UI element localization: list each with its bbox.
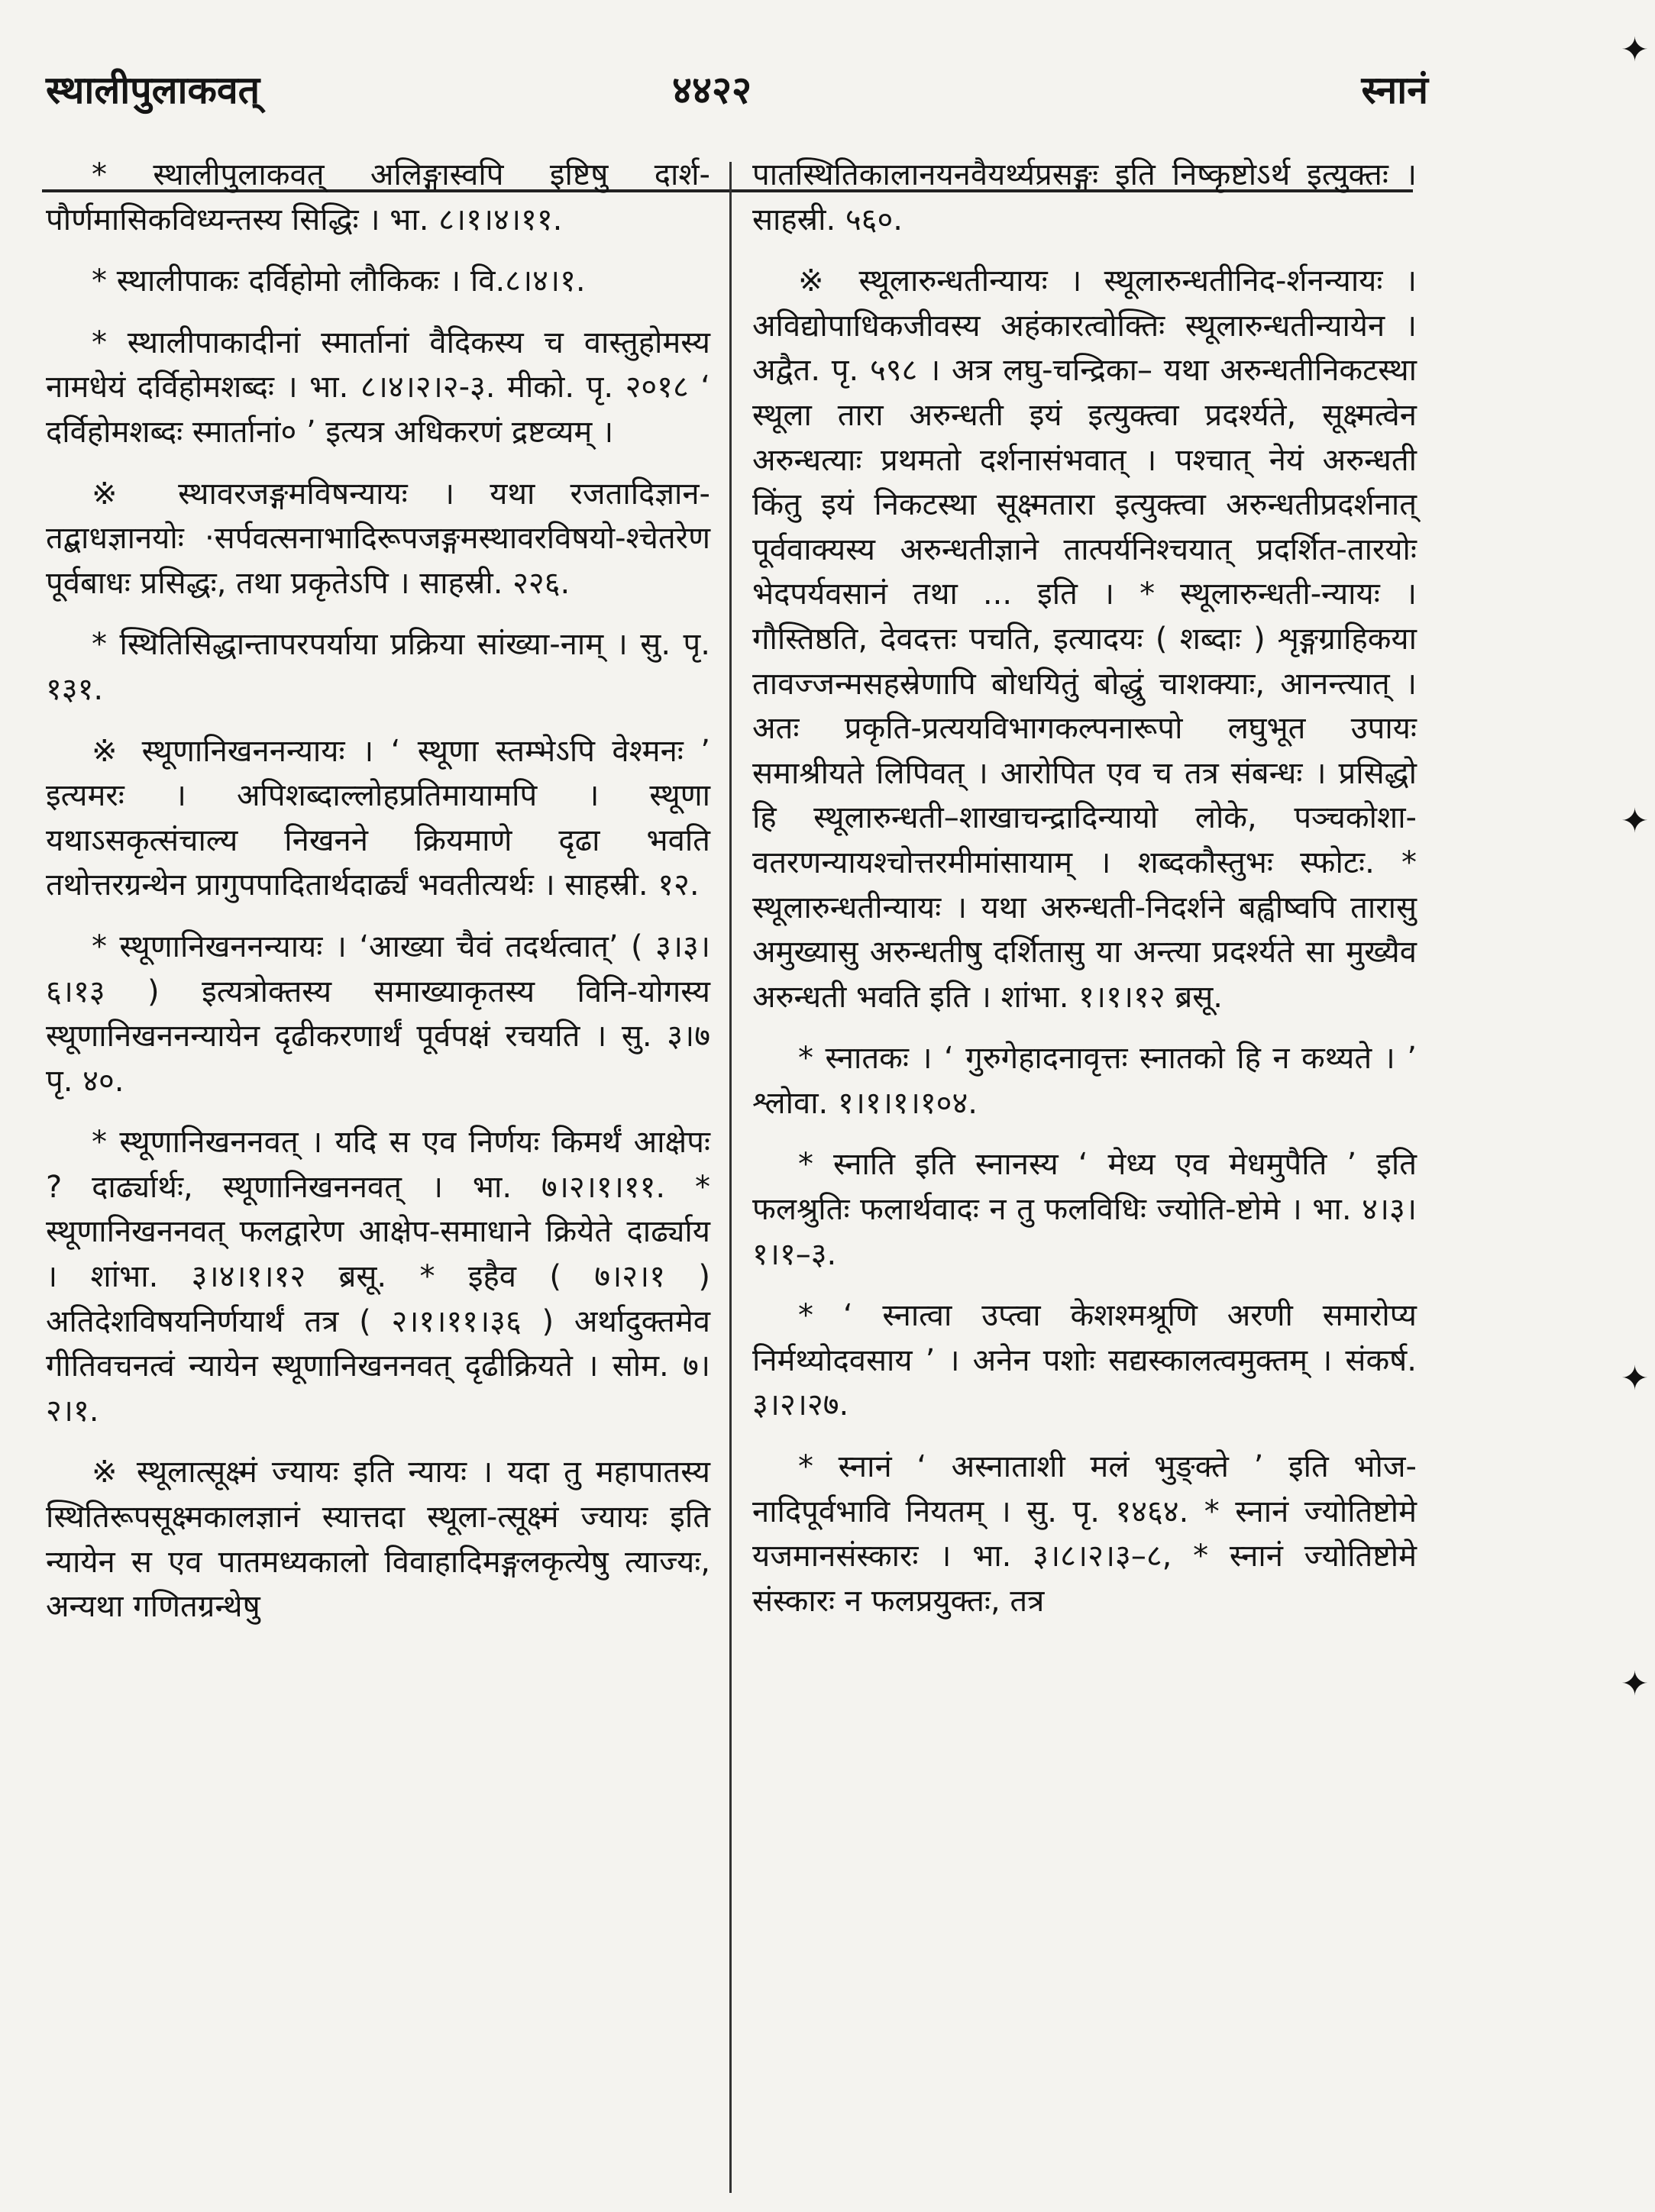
entry-sthularundhati-nyaya: ※ स्थूलारुन्धतीन्यायः । स्थूलारुन्धतीनिद-र्शनन्यायः । अविद्योपाधिकजीवस्य अहंकारत्वोक्तिः स्थूलारुन्धतीन्यायेन । अद्वैत. पृ. ५९८ । अत्र लघु-चन्द्रिका– यथा अरुन्धतीनिकटस्था स्थूला तारा अरुन्धती इयं इत्युक्त्वा प्रदर्श्यते, सूक्ष्मत्वेन अरुन्धत्याः प्रथमतो दर्शनासंभवात् । पश्चात् नेयं अरुन्धती किंतु इयं निकटस्था सूक्ष्मतारा इत्युक्त्वा अरुन्धतीप्रदर्शनात् पूर्ववाक्यस्य अरुन्धतीज्ञाने तात्पर्यनिश्चयात् प्रदर्शित-तारयोः भेदपर्यवसानं तथा ... इति । * स्थूलारुन्धती-न्यायः । गौस्तिष्ठति, देवदत्तः पचति, इत्यादयः ( शब्दाः ) शृङ्गग्राहिकया तावज्जन्मसहस्रेणापि बोधयितुं बोद्धुं चाशक्याः, आनन्त्यात् । अतः प्रकृति-प्रत्ययविभागकल्पनारूपो लघुभूत उपायः समाश्रीयते लिपिवत् । आरोपित एव च तत्र संबन्धः । प्रसिद्धो हि स्थूलारुन्धती–शाखाचन्द्रादिन्यायो लोके, पञ्चकोशा-वतरणन्यायश्चोत्तरमीमांसायाम् । शब्दकौस्तुभः स्फोटः. * स्थूलारुन्धतीन्यायः । यथा अरुन्धती-निदर्शने बह्वीष्वपि तारासु अमुख्यासु अरुन्धतीषु दर्शितासु या अन्त्या प्रदर्श्यते सा मुख्यैव अरुन्धती भवति इति । शांभा. १।१।१२ ब्रसू. [752,263,1417,1015]
entry-sthunanikhanana-nyaya-2: * स्थूणानिखननन्यायः । ‘आख्या चैवं तदर्थत्वात्’ ( ३।३।६।१३ ) इत्यत्रोक्तस्य समाख्याकृतस्य विनि-योगस्य स्थूणानिखननन्यायेन दृढीकरणार्थं पूर्वपक्षं रचयति । सु. ३।७ पृ. ४०. [46,928,710,1099]
column-divider [729,162,732,2193]
entry-snati: * स्नाति इति स्नानस्य ‘ मेध्य एव मेधमुपैति ’ इति फलश्रुतिः फलार्थवादः न तु फलविधिः ज्योति-ष्टोमे । भा. ४।३।१।१–३. [752,1147,1417,1272]
entry-sthulat-sukshmam-jyayah: ※ स्थूलात्सूक्ष्मं ज्यायः इति न्यायः । यदा तु महापातस्य स्थितिरूपसूक्ष्मकालज्ञानं स्यात्तदा स्थूला-त्सूक्ष्मं ज्यायः इति न्यायेन स एव पातमध्यकालो विवाहादिमङ्गलकृत्येषु त्याज्यः, अन्यथा गणितग्रन्थेषु [46,1455,710,1625]
entry-sthavarajangama-visha-nyaya: ※ स्थावरजङ्गमविषन्यायः । यथा रजतादिज्ञान-तद्बाधज्ञानयोः ·सर्पवत्सनाभादिरूपजङ्गमस्थावरविषयो-श्चेतरेण पूर्वबाधः प्रसिद्धः, तथा प्रकृतेऽपि । साहस्री. २२६. [46,476,710,601]
edge-binding-mark: ✦ [1621,31,1649,69]
entry-sthunanikhanana-nyaya: ※ स्थूणानिखननन्यायः । ‘ स्थूणा स्तम्भेऽपि वेश्मनः ’ इत्यमरः । अपिशब्दाल्लोहप्रतिमायामपि । स्थूणा यथाऽसकृत्संचाल्य निखनने क्रियमाणे दृढा भवति तथोत्तरग्रन्थेन प्रागुपपादितार्थदार्ढ्यं भवतीत्यर्थः । साहस्री. १२. [46,733,710,903]
entry-sthalipulakavat: * स्थालीपुलाकवत् अलिङ्गास्वपि इष्टिषु दार्श-पौर्णमासिकविध्यन्तस्य सिद्धिः । भा. ८।१।४।११. [46,157,710,237]
header-left-guide-word: स्थालीपुलाकवत् [46,68,260,112]
edge-binding-mark: ✦ [1621,1359,1649,1398]
page-number: ४४२२ [672,68,752,112]
entry-sthalipaka: * स्थालीपाकः दर्विहोमो लौकिकः । वि.८।४।१. [92,263,586,299]
edge-binding-mark: ✦ [1621,802,1649,841]
entry-snataka: * स्नातकः । ‘ गुरुगेहादनावृत्तः स्नातको हि न कथ्यते । ’ श्लोवा. १।१।१।१०४. [752,1041,1417,1121]
entry-sthalipakadinam: * स्थालीपाकादीनां स्मार्तानां वैदिकस्य च वास्तुहोमस्य नामधेयं दर्विहोमशब्दः । भा. ८।४।२।२-३. मीको. पृ. २०१८ ‘ दर्विहोमशब्दः स्मार्तानां० ’ इत्यत्र अधिकरणं द्रष्टव्यम् । [46,325,710,450]
entry-sthunanikhananavat: * स्थूणानिखननवत् । यदि स एव निर्णयः किमर्थं आक्षेपः ? दार्ढ्यार्थः, स्थूणानिखननवत् । भा. ७।२।१।११. * स्थूणानिखननवत् फलद्वारेण आक्षेप-समाधाने क्रियेते दार्ढ्याय । शांभा. ३।४।१।१२ ब्रसू. * इहैव ( ७।२।१ ) अतिदेशविषयनिर्णयार्थं तत्र ( २।१।११।३६ ) अर्थादुक्तमेव गीतिवचनत्वं न्यायेन स्थूणानिखननवत् दृढीक्रियते । सोम. ७।२।१. [46,1125,710,1429]
header-right-guide-word: स्नानं [1361,68,1428,112]
right-column [752,153,1417,1640]
entry-snatva: * ‘ स्नात्वा उप्त्वा केशश्मश्रूणि अरणी समारोप्य निर्मथ्योदवसाय ’ । अनेन पशोः सद्यस्कालत्वमुक्तम् । संकर्ष. ३।२।२७. [752,1298,1417,1423]
entry-snanam: * स्नानं ‘ अस्नाताशी मलं भुङ्क्ते ’ इति भोज-नादिपूर्वभावि नियतम् । सु. पृ. १४६४. * स्नानं ज्योतिष्टोमे यजमानसंस्कारः । भा. ३।८।२।३–८, * स्नानं ज्योतिष्टोमे संस्कारः न फलप्रयुक्तः, तत्र [752,1449,1417,1619]
left-column [46,153,710,1646]
entry-continuation: पातस्थितिकालानयनवैयर्थ्यप्रसङ्गः इति निष्कृष्टोऽर्थ इत्युक्तः । साहस्री. ५६०. [752,157,1417,237]
page-header [0,55,1436,139]
entry-sthitisiddhanta: * स्थितिसिद्धान्तापरपर्याया प्रक्रिया सांख्या-नाम् । सु. पृ. १३१. [46,627,710,707]
edge-binding-mark: ✦ [1621,1665,1649,1703]
